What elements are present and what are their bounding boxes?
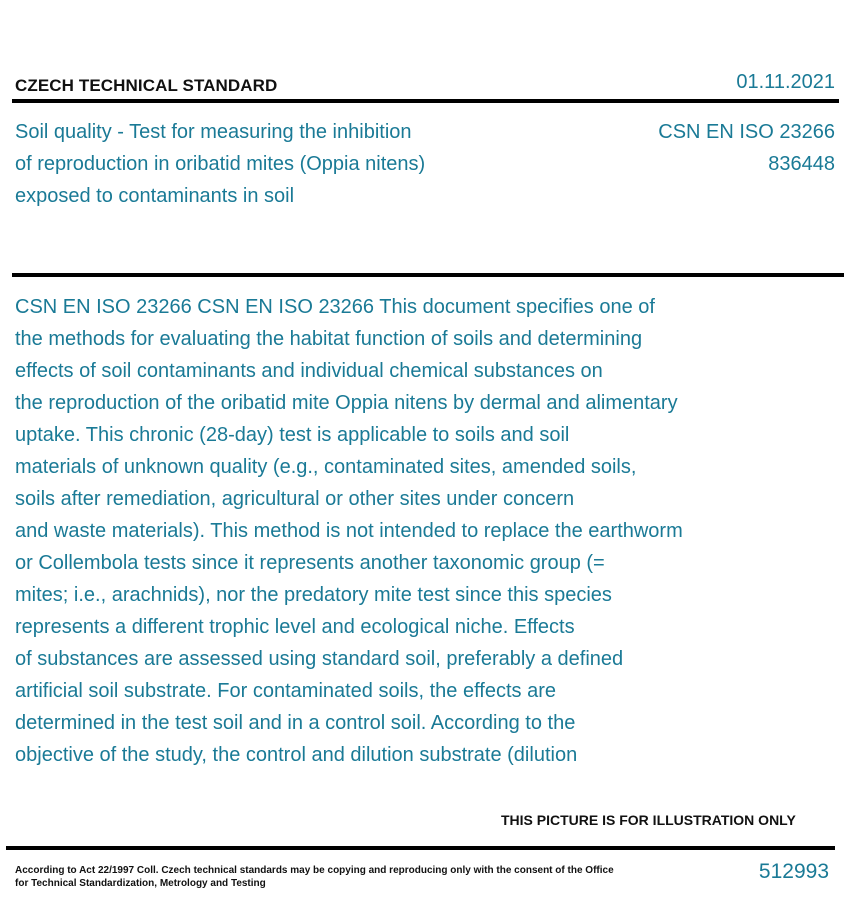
standard-identifiers bbox=[658, 116, 835, 180]
body-line: mites; i.e., arachnids), nor the predatory mite test since this species bbox=[15, 584, 612, 606]
legal-line: for Technical Standardization, Metrology and Testing bbox=[15, 878, 266, 889]
document-title bbox=[15, 116, 425, 212]
product-code: 512993 bbox=[758, 860, 829, 883]
body-line: or Collembola tests since it represents another taxonomic group (= bbox=[15, 552, 605, 574]
legal-notice bbox=[15, 864, 614, 890]
title-divider bbox=[12, 273, 844, 277]
body-line: of substances are assessed using standard soil, preferably a defined bbox=[15, 648, 624, 670]
catalog-number: 836448 bbox=[768, 153, 835, 175]
document-abstract bbox=[15, 291, 683, 771]
body-line: materials of unknown quality (e.g., contaminated sites, amended soils, bbox=[15, 456, 637, 478]
title-line: Soil quality - Test for measuring the inhibition bbox=[15, 121, 412, 143]
illustration-disclaimer: THIS PICTURE IS FOR ILLUSTRATION ONLY bbox=[501, 812, 796, 828]
body-line: and waste materials). This method is not intended to replace the earthworm bbox=[15, 520, 683, 542]
header-divider bbox=[12, 99, 839, 103]
standard-number: CSN EN ISO 23266 bbox=[658, 121, 835, 143]
body-line: soils after remediation, agricultural or other sites under concern bbox=[15, 488, 575, 510]
body-line: the reproduction of the oribatid mite Oppia nitens by dermal and alimentary bbox=[15, 392, 678, 414]
title-line: exposed to contaminants in soil bbox=[15, 185, 295, 207]
standard-type-heading: CZECH TECHNICAL STANDARD bbox=[15, 76, 278, 95]
body-line: objective of the study, the control and dilution substrate (dilution bbox=[15, 744, 578, 766]
body-line: determined in the test soil and in a control soil. According to the bbox=[15, 712, 576, 734]
body-line: represents a different trophic level and ecological niche. Effects bbox=[15, 616, 575, 638]
body-line: effects of soil contaminants and individual chemical substances on bbox=[15, 360, 603, 382]
body-line: uptake. This chronic (28-day) test is applicable to soils and soil bbox=[15, 424, 570, 446]
footer-divider bbox=[6, 846, 835, 850]
title-line: of reproduction in oribatid mites (Oppia nitens) bbox=[15, 153, 426, 175]
publication-date: 01.11.2021 bbox=[736, 71, 835, 93]
legal-line: According to Act 22/1997 Coll. Czech technical standards may be copying and reproducing only with the consent of the Office bbox=[15, 865, 614, 876]
body-line: CSN EN ISO 23266 CSN EN ISO 23266 This document specifies one of bbox=[15, 296, 655, 318]
body-line: artificial soil substrate. For contaminated soils, the effects are bbox=[15, 680, 556, 702]
body-line: the methods for evaluating the habitat function of soils and determining bbox=[15, 328, 643, 350]
